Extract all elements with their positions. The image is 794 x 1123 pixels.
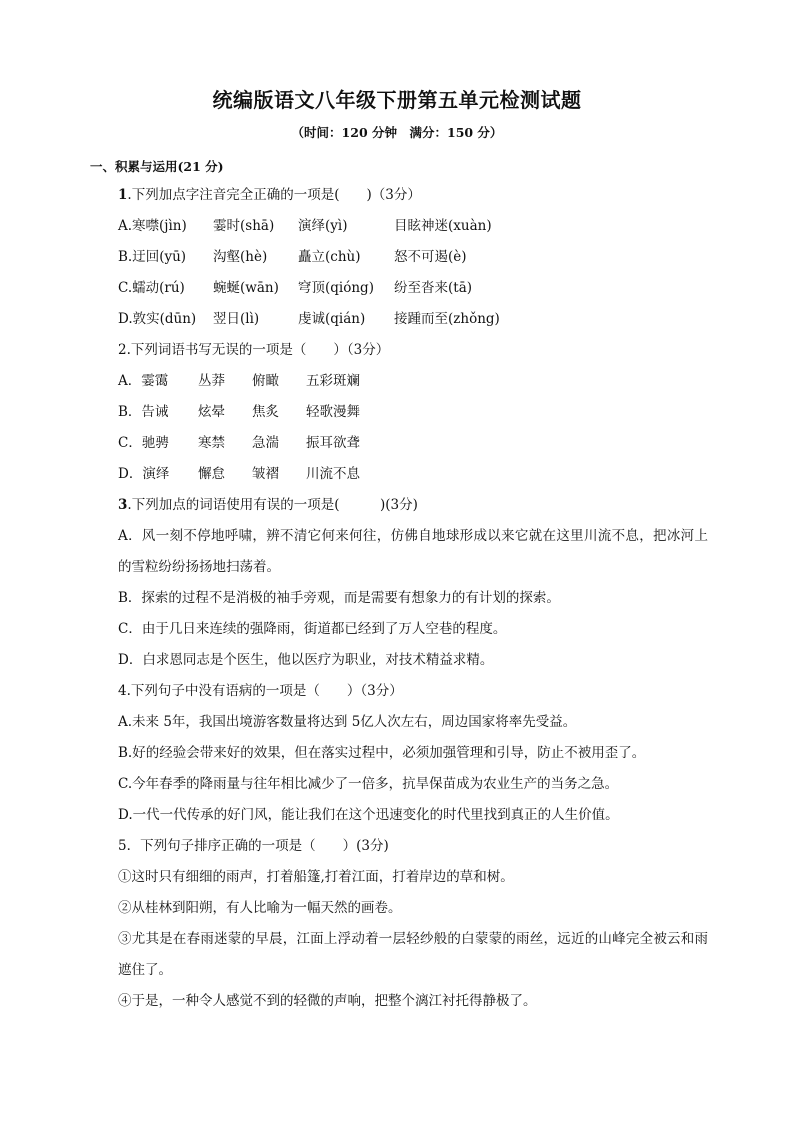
option-term: 轻歌漫舞	[306, 404, 360, 420]
question-2-stem: 2.下列词语书写无误的一项是（ ）（3分）	[118, 342, 390, 358]
option-term: 寒禁	[198, 435, 225, 451]
question-2-option-b	[118, 397, 708, 428]
question-5-sentence-3: ③尤其是在春雨迷蒙的早晨，江面上浮动着一层轻纱般的白蒙蒙的雨丝，远近的山峰完全被云和雨遮住了。	[118, 931, 708, 978]
question-3-stem	[118, 490, 708, 521]
option-term: 懈怠	[198, 466, 225, 482]
question-3-option-a: A．风一刻不停地呼啸，辨不清它何来何往，仿佛自地球形成以来它就在这里川流不息，把冰河上的雪粒纷纷扬扬地扫荡着。	[118, 528, 708, 575]
question-3-option-b: B．探索的过程不是消极的袖手旁观，而是需要有想象力的有计划的探索。	[118, 590, 560, 606]
question-4-option-b: B.好的经验会带来好的效果，但在落实过程中，必须加强管理和引导，防止不被用歪了。	[118, 745, 646, 761]
question-1-stem	[118, 180, 708, 211]
question-5-sentence-4: ④于是，一种令人感觉不到的轻微的声响，把整个漓江衬托得静极了。	[118, 993, 537, 1009]
option-term: 丛莽	[198, 373, 225, 389]
option-term: A．霎霭	[118, 373, 169, 389]
option-term: 蜿蜒(wān)	[213, 280, 279, 296]
question-4-option-a: A.未来 5年，我国出境游客数量将达到 5亿人次左右，周边国家将率先受益。	[118, 714, 577, 730]
question-2-option-a	[118, 366, 708, 397]
question-3-option-d: D．白求恩同志是个医生，他以医疗为职业，对技术精益求精。	[118, 652, 494, 668]
question-1-option-a	[118, 211, 708, 242]
option-term: 目眩神迷(xuàn)	[394, 218, 492, 234]
question-5-stem: 5．下列句子排序正确的一项是（ ）(3分)	[118, 838, 389, 854]
option-term: 焦炙	[252, 404, 279, 420]
option-term: B.迂回(yū)	[118, 249, 187, 265]
option-term: D.敦实(dūn)	[118, 311, 197, 327]
option-term: 霎时(shā)	[213, 218, 275, 234]
option-term: 怒不可遏(è)	[394, 249, 467, 265]
question-4-option-d: D.一代一代传承的好门风，能让我们在这个迅速变化的时代里找到真正的人生价值。	[118, 807, 619, 823]
option-term: 振耳欲聋	[306, 435, 360, 451]
option-term: 五彩斑斓	[306, 373, 360, 389]
question-3-number: 3	[118, 497, 128, 513]
question-1-option-c	[118, 273, 708, 304]
option-term: 急湍	[252, 435, 279, 451]
option-term: 俯瞰	[252, 373, 279, 389]
option-term: 川流不息	[306, 466, 360, 482]
option-term: 穹顶(qióng)	[298, 280, 374, 296]
option-term: 沟壑(hè)	[213, 249, 268, 265]
questions	[118, 180, 708, 1017]
option-term: B．告诫	[118, 404, 169, 420]
question-5-sentence-1: ①这时只有细细的雨声，打着船篷,打着江面，打着岸边的草和树。	[118, 869, 514, 885]
option-term: 炫晕	[198, 404, 225, 420]
question-1-text: .下列加点字注音完全正确的一项是( )（3分）	[127, 187, 421, 203]
option-term: C．驰骋	[118, 435, 169, 451]
option-term: 演绎(yì)	[298, 218, 348, 234]
question-1-number: 1	[118, 187, 128, 203]
question-3-text: .下列加点的词语使用有误的一项是( )(3分)	[127, 497, 418, 513]
option-term: 纷至沓来(tā)	[394, 280, 473, 296]
option-term: C.蠕动(rú)	[118, 280, 185, 296]
question-1-option-b	[118, 242, 708, 273]
question-4-stem: 4.下列句子中没有语病的一项是（ ）（3分）	[118, 683, 403, 699]
page-title: 统编版语文八年级下册第五单元检测试题	[212, 88, 582, 112]
question-2-option-d	[118, 459, 708, 490]
question-1-option-d	[118, 304, 708, 335]
question-4-option-c: C.今年春季的降雨量与往年相比减少了一倍多，抗旱保苗成为农业生产的当务之急。	[118, 776, 619, 792]
option-term: 接踵而至(zhǒng)	[394, 311, 500, 327]
option-term: 虔诚(qián)	[298, 311, 366, 327]
exam-time-score: （时间：120 分钟 满分：150 分）	[291, 125, 503, 140]
option-term: 皱褶	[252, 466, 279, 482]
option-term: A.寒噤(jìn)	[118, 218, 187, 234]
option-term: 矗立(chù)	[298, 249, 361, 265]
question-5-sentence-2: ②从桂林到阳朔，有人比喻为一幅天然的画卷。	[118, 900, 402, 916]
question-3-option-c: C．由于几日来连续的强降雨，街道都已经到了万人空巷的程度。	[118, 621, 507, 637]
option-term: D．演绎	[118, 466, 170, 482]
option-term: 翌日(lì)	[213, 311, 260, 327]
question-2-option-c	[118, 428, 708, 459]
section-heading: 一、积累与运用(21 分)	[90, 159, 224, 174]
